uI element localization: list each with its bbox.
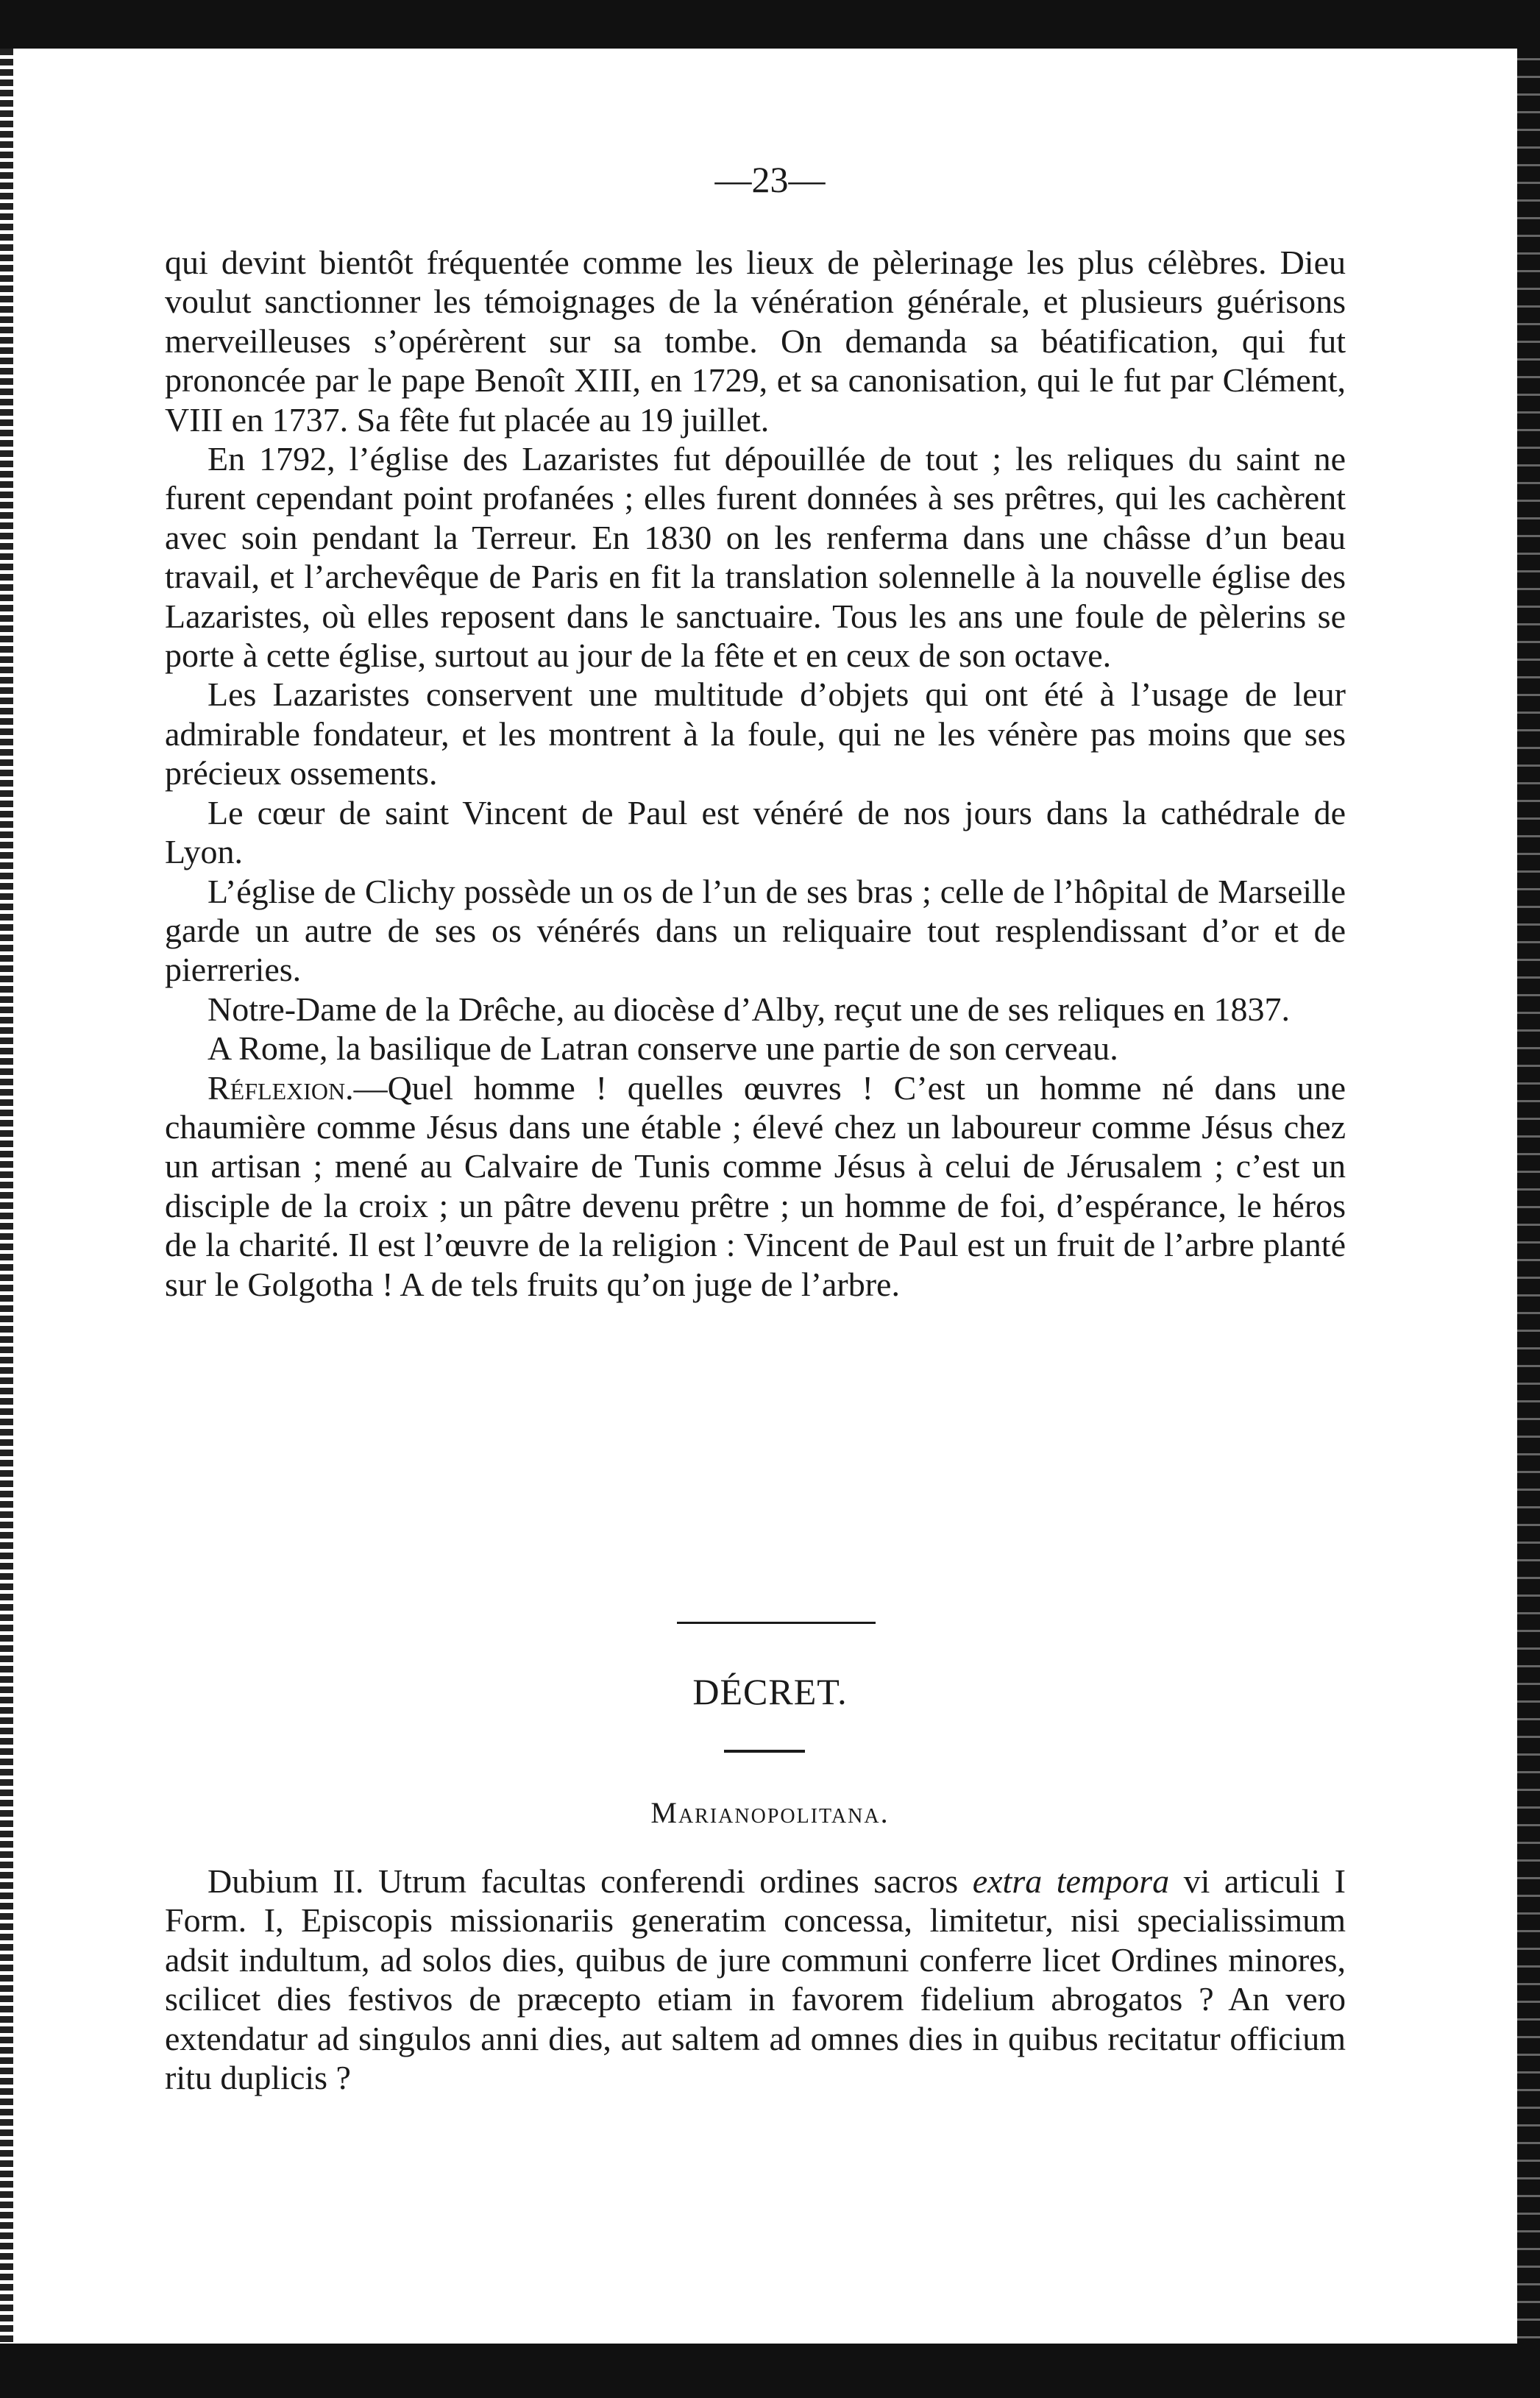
page-number: —23—: [714, 159, 826, 200]
latin-text-end: vi articuli I Form. I, Episcopis missionariis generatim concessa, limitetur, nisi specialissimum adsit indultum, ad solos dies, quibus de jure communi conferre licet Ordines minores, scilicet dies festivos de præcepto etiam in favorem fidelium abrogatos ? An vero extendatur ad singulos anni dies, aut saltem ad omnes dies in quibus recitatur officium ritu duplicis ?: [165, 1862, 1346, 2097]
latin-italic: extra tempora: [972, 1862, 1170, 1900]
paragraph: Notre-Dame de la Drêche, au diocèse d’Alby, reçut une de ses reliques en 1837.: [207, 990, 1290, 1028]
dubium-paragraph: [165, 1862, 1346, 2097]
subheading: Marianopolitana.: [650, 1796, 890, 1829]
decret-heading: DÉCRET.: [692, 1671, 848, 1712]
scan-edge-left: [0, 49, 13, 2344]
reflexion-paragraph: [165, 1068, 1346, 1304]
paragraph: Les Lazaristes conservent une multitude d’objets qui ont été à l’usage de leur admirable fondateur, et les montrent à la foule, qui ne les vénère pas moins que ses précieux ossements.: [165, 675, 1346, 792]
paragraph: Le cœur de saint Vincent de Paul est vénéré de nos jours dans la cathédrale de Lyon.: [165, 793, 1346, 871]
scan-border-top: [0, 0, 1540, 49]
latin-text: [165, 1862, 1346, 2097]
latin-text-start: Dubium II. Utrum facultas conferendi ordines sacros: [207, 1862, 973, 1900]
reflexion-text: —Quel homme ! quelles œuvres ! C’est un homme né dans une chaumière comme Jésus dans une étable ; élevé chez un laboureur comme Jésus chez un artisan ; mené au Calvaire de Tunis comme Jésus à celui de Jérusalem ; c’est un disciple de la croix ; un pâtre devenu prêtre ; un homme de foi, d’espérance, le héros de la charité. Il est l’œuvre de la religion : Vincent de Paul est un fruit de l’arbre planté sur le Golgotha ! A de tels fruits qu’on juge de l’arbre.: [165, 1068, 1346, 1303]
scan-border-bottom: [0, 2344, 1540, 2398]
section-divider: [677, 1622, 876, 1624]
paragraph: En 1792, l’église des Lazaristes fut dépouillée de tout ; les reliques du saint ne furent cependant point profanées ; elles furent données à ses prêtres, qui les cachèrent avec soin pendant la Terreur. En 1830 on les renferma dans une châsse d’un beau travail, et l’archevêque de Paris en fit la translation solennelle à la nouvelle église des Lazaristes, où elles reposent dans le sanctuaire. Tous les ans une foule de pèlerins se porte à cette église, surtout au jour de la fête et en ceux de son octave.: [165, 440, 1346, 675]
paragraph: A Rome, la basilique de Latran conserve une partie de son cerveau.: [207, 1029, 1118, 1068]
main-text: [165, 243, 1346, 1304]
heading-rule: [724, 1750, 805, 1753]
reflexion-label: Réflexion.: [207, 1068, 354, 1107]
scan-edge-right: [1517, 49, 1540, 2344]
paragraph: qui devint bientôt fréquentée comme les lieux de pèlerinage les plus célèbres. Dieu voulut sanctionner les témoignages de la vénération générale, et plusieurs guérisons merveilleuses s’opérèrent sur sa tombe. On demanda sa béatification, qui fut prononcée par le pape Benoît XIII, en 1729, et sa canonisation, qui le fut par Clément, VIII en 1737. Sa fête fut placée au 19 juillet.: [165, 244, 1346, 439]
paragraph: L’église de Clichy possède un os de l’un de ses bras ; celle de l’hôpital de Marseille garde un autre de ses os vénérés dans un reliquaire tout resplendissant d’or et de pierreries.: [165, 872, 1346, 989]
